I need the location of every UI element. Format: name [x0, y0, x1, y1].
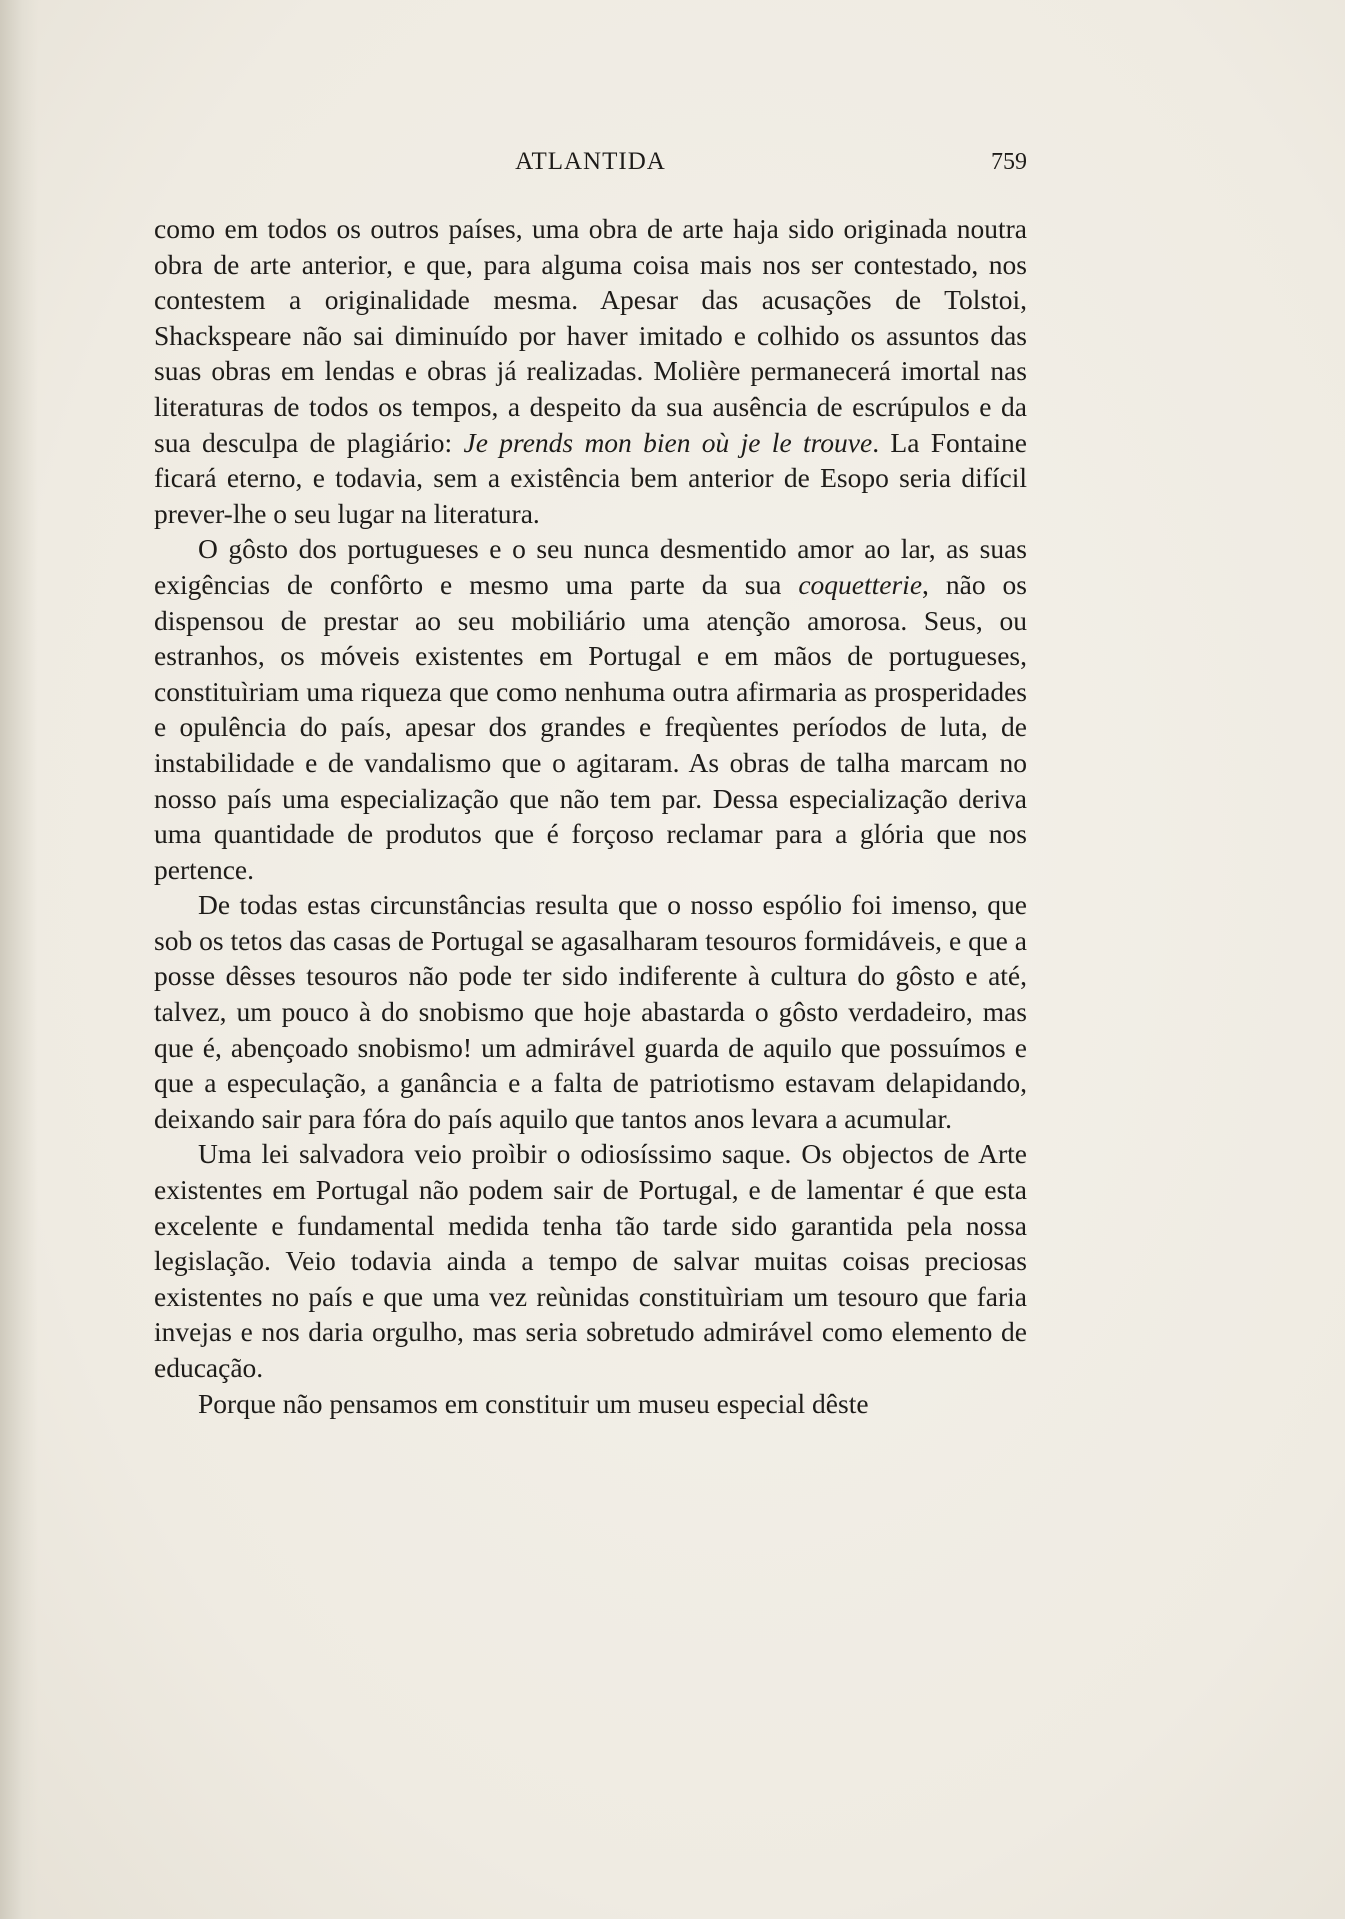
paragraph-5: Porque não pensamos em constituir um museu especial dêste	[198, 1387, 869, 1419]
paragraph-1	[154, 211, 1027, 531]
paragraph-2-text-end: , não os dispensou de prestar ao seu mobiliário uma atenção amorosa. Seus, ou estranhos, os móveis existentes em Portugal e em mãos de portugueses, constituìriam uma riqueza que como nenhuma outra afirmaria as prosperidades e opulência do país, apesar dos grandes e freqùentes períodos de luta, de instabilidade e de vandalismo que o agitaram. As obras de talha marcam no nosso país uma especialização que não tem par. Dessa especialização deriva uma quantidade de produtos que é forçoso reclamar para a glória que nos pertence.	[154, 568, 1027, 885]
gutter-shadow	[0, 0, 38, 1919]
running-head	[154, 144, 1027, 180]
running-title: ATLANTIDA	[515, 148, 666, 175]
paragraph-2-text: O gôsto dos portugueses e o seu nunca desmentido amor ao lar, as suas exigências de confôrto e mesmo uma parte da sua	[154, 533, 1027, 600]
body-text	[154, 211, 1027, 1421]
paragraph-2	[154, 531, 1027, 887]
paragraph-1-text: como em todos os outros países, uma obra de arte haja sido originada noutra obra de arte anterior, e que, para alguma coisa mais nos ser contestado, nos contestem a originalidade mesma. Apesar das acusações de Tolstoi, Shackspeare não sai diminuído por haver imitado e colhido os assuntos das suas obras em lendas e obras já realizadas. Molière permanecerá imortal nas literaturas de todos os tempos, a despeito da sua ausência de escrúpulos e da sua desculpa de plagiário:	[154, 213, 1027, 458]
paragraph-4: Uma lei salvadora veio proìbir o odiosíssimo saque. Os objectos de Arte existentes em Portugal não podem sair de Portugal, e de lamentar é que esta excelente e fundamental medida tenha tão tarde sido garantida pela nossa legislação. Veio todavia ainda a tempo de salvar muitas coisas preciosas existentes no país e que uma vez reùnidas constituìriam um tesouro que faria invejas e nos daria orgulho, mas seria sobretudo admirável como elemento de educação.	[154, 1138, 1027, 1383]
italic-quote: Je prends mon bien où je le trouve	[463, 426, 873, 458]
italic-word: coquetterie	[798, 568, 923, 600]
paragraph-1-text-end: . La Fontaine ficará eterno, e todavia, sem a existência bem anterior de Esopo seria difícil prever-lhe o seu lugar na literatura.	[154, 426, 1027, 529]
paragraph-3: De todas estas circunstâncias resulta que o nosso espólio foi imenso, que sob os tetos das casas de Portugal se agasalharam tesouros formidáveis, e que a posse dêsses tesouros não pode ter sido indiferente à cultura do gôsto e até, talvez, um pouco à do snobismo que hoje abastarda o gôsto verdadeiro, mas que é, abençoado snobismo! um admirável guarda de aquilo que possuímos e que a especulação, a ganância e a falta de patriotismo estavam delapidando, deixando sair para fóra do país aquilo que tantos anos levara a acumular.	[154, 889, 1027, 1134]
page-number: 759	[991, 149, 1027, 175]
